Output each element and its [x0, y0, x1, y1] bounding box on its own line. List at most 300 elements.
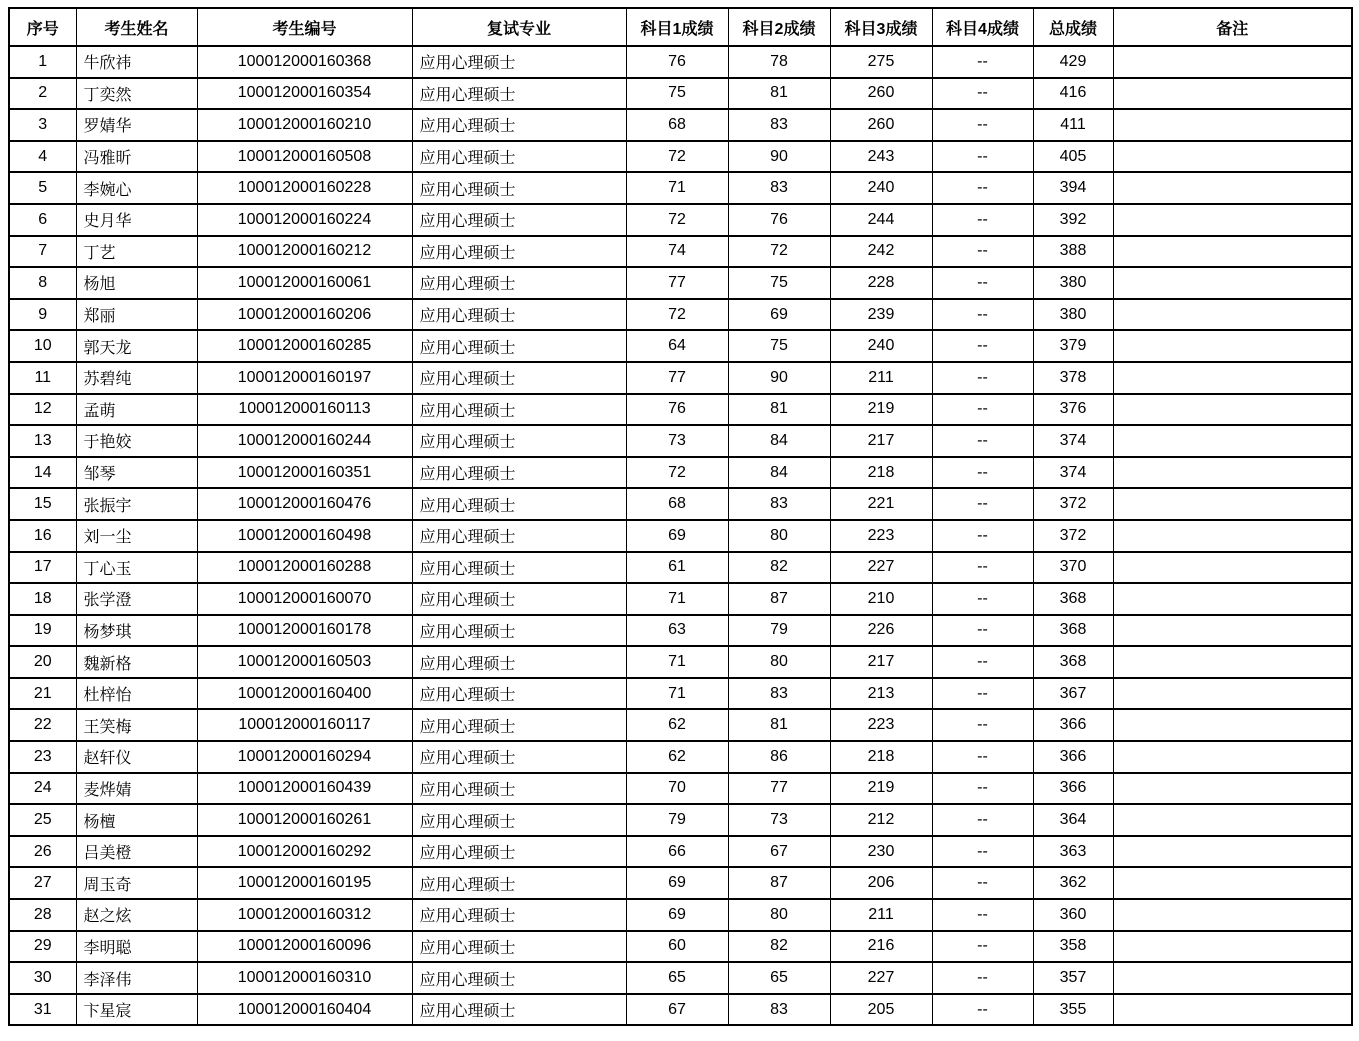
remark — [1113, 236, 1352, 268]
subject1-score: 77 — [626, 362, 728, 394]
subject3-score: 217 — [830, 425, 932, 457]
subject3-score: 223 — [830, 709, 932, 741]
total-score: 364 — [1033, 804, 1113, 836]
subject2-score: 82 — [728, 931, 830, 963]
subject3-score: 260 — [830, 109, 932, 141]
subject4-score: -- — [932, 267, 1033, 299]
interview-major: 应用心理硕士 — [412, 78, 626, 110]
subject2-score: 76 — [728, 204, 830, 236]
subject3-score: 242 — [830, 236, 932, 268]
row-number: 14 — [9, 457, 76, 489]
row-number: 16 — [9, 520, 76, 552]
table-row — [9, 773, 1352, 805]
candidate-id: 100012000160197 — [197, 362, 412, 394]
table-row — [9, 425, 1352, 457]
row-number: 27 — [9, 867, 76, 899]
remark — [1113, 299, 1352, 331]
subject1-score: 77 — [626, 267, 728, 299]
subject1-score: 62 — [626, 709, 728, 741]
table-row — [9, 899, 1352, 931]
subject4-score: -- — [932, 994, 1033, 1026]
table-row — [9, 362, 1352, 394]
table-row — [9, 962, 1352, 994]
row-number: 17 — [9, 552, 76, 584]
subject3-score: 227 — [830, 552, 932, 584]
row-number: 12 — [9, 394, 76, 426]
subject2-score: 87 — [728, 867, 830, 899]
interview-major: 应用心理硕士 — [412, 773, 626, 805]
interview-major: 应用心理硕士 — [412, 330, 626, 362]
subject3-score: 228 — [830, 267, 932, 299]
table-row — [9, 583, 1352, 615]
candidate-name: 罗婧华 — [76, 109, 197, 141]
subject2-score: 77 — [728, 773, 830, 805]
row-number: 26 — [9, 836, 76, 868]
table-row — [9, 330, 1352, 362]
table-row — [9, 78, 1352, 110]
subject2-score: 79 — [728, 615, 830, 647]
candidate-id: 100012000160244 — [197, 425, 412, 457]
subject3-score: 221 — [830, 488, 932, 520]
candidate-id: 100012000160476 — [197, 488, 412, 520]
subject1-score: 68 — [626, 488, 728, 520]
subject4-score: -- — [932, 488, 1033, 520]
subject1-score: 72 — [626, 299, 728, 331]
table-row — [9, 709, 1352, 741]
interview-major: 应用心理硕士 — [412, 962, 626, 994]
subject1-score: 60 — [626, 931, 728, 963]
row-number: 25 — [9, 804, 76, 836]
table-row — [9, 552, 1352, 584]
table-row — [9, 46, 1352, 78]
subject4-score: -- — [932, 362, 1033, 394]
candidate-name: 于艳姣 — [76, 425, 197, 457]
subject4-score: -- — [932, 109, 1033, 141]
subject4-score: -- — [932, 520, 1033, 552]
total-score: 368 — [1033, 646, 1113, 678]
subject1-score: 64 — [626, 330, 728, 362]
row-number: 21 — [9, 678, 76, 710]
table-row — [9, 836, 1352, 868]
header-subject1-score: 科目1成绩 — [626, 8, 728, 46]
candidate-id: 100012000160404 — [197, 994, 412, 1026]
interview-major: 应用心理硕士 — [412, 678, 626, 710]
subject3-score: 227 — [830, 962, 932, 994]
subject1-score: 68 — [626, 109, 728, 141]
row-number: 5 — [9, 172, 76, 204]
total-score: 411 — [1033, 109, 1113, 141]
subject2-score: 69 — [728, 299, 830, 331]
subject2-score: 81 — [728, 394, 830, 426]
subject3-score: 205 — [830, 994, 932, 1026]
subject4-score: -- — [932, 425, 1033, 457]
subject4-score: -- — [932, 709, 1033, 741]
subject4-score: -- — [932, 46, 1033, 78]
row-number: 30 — [9, 962, 76, 994]
subject4-score: -- — [932, 299, 1033, 331]
table-row — [9, 172, 1352, 204]
total-score: 374 — [1033, 425, 1113, 457]
candidate-id: 100012000160070 — [197, 583, 412, 615]
subject4-score: -- — [932, 457, 1033, 489]
candidate-id: 100012000160212 — [197, 236, 412, 268]
remark — [1113, 141, 1352, 173]
candidate-id: 100012000160206 — [197, 299, 412, 331]
remark — [1113, 773, 1352, 805]
subject4-score: -- — [932, 931, 1033, 963]
subject3-score: 219 — [830, 773, 932, 805]
interview-major: 应用心理硕士 — [412, 488, 626, 520]
interview-major: 应用心理硕士 — [412, 646, 626, 678]
subject2-score: 78 — [728, 46, 830, 78]
subject2-score: 83 — [728, 172, 830, 204]
subject4-score: -- — [932, 394, 1033, 426]
interview-major: 应用心理硕士 — [412, 836, 626, 868]
interview-major: 应用心理硕士 — [412, 204, 626, 236]
interview-major: 应用心理硕士 — [412, 425, 626, 457]
subject2-score: 86 — [728, 741, 830, 773]
total-score: 368 — [1033, 615, 1113, 647]
interview-major: 应用心理硕士 — [412, 899, 626, 931]
subject3-score: 219 — [830, 394, 932, 426]
subject1-score: 71 — [626, 646, 728, 678]
candidate-id: 100012000160351 — [197, 457, 412, 489]
subject1-score: 72 — [626, 204, 728, 236]
candidate-id: 100012000160439 — [197, 773, 412, 805]
subject2-score: 80 — [728, 899, 830, 931]
candidate-name: 孟萌 — [76, 394, 197, 426]
remark — [1113, 615, 1352, 647]
row-number: 4 — [9, 141, 76, 173]
row-number: 7 — [9, 236, 76, 268]
subject3-score: 211 — [830, 899, 932, 931]
subject1-score: 71 — [626, 583, 728, 615]
subject2-score: 73 — [728, 804, 830, 836]
table-row — [9, 646, 1352, 678]
subject3-score: 218 — [830, 741, 932, 773]
candidate-id: 100012000160096 — [197, 931, 412, 963]
total-score: 358 — [1033, 931, 1113, 963]
total-score: 379 — [1033, 330, 1113, 362]
results-table-body — [9, 46, 1352, 1025]
candidate-id: 100012000160400 — [197, 678, 412, 710]
candidate-name: 冯雅昕 — [76, 141, 197, 173]
total-score: 370 — [1033, 552, 1113, 584]
subject3-score: 213 — [830, 678, 932, 710]
subject2-score: 83 — [728, 488, 830, 520]
subject4-score: -- — [932, 141, 1033, 173]
total-score: 405 — [1033, 141, 1113, 173]
total-score: 362 — [1033, 867, 1113, 899]
row-number: 24 — [9, 773, 76, 805]
interview-major: 应用心理硕士 — [412, 867, 626, 899]
candidate-id: 100012000160210 — [197, 109, 412, 141]
subject4-score: -- — [932, 741, 1033, 773]
candidate-name: 杨檀 — [76, 804, 197, 836]
interview-major: 应用心理硕士 — [412, 109, 626, 141]
row-number: 23 — [9, 741, 76, 773]
candidate-name: 张振宇 — [76, 488, 197, 520]
table-row — [9, 236, 1352, 268]
total-score: 380 — [1033, 267, 1113, 299]
subject1-score: 69 — [626, 520, 728, 552]
interview-major: 应用心理硕士 — [412, 394, 626, 426]
subject1-score: 76 — [626, 46, 728, 78]
total-score: 366 — [1033, 709, 1113, 741]
candidate-name: 邹琴 — [76, 457, 197, 489]
subject4-score: -- — [932, 867, 1033, 899]
total-score: 360 — [1033, 899, 1113, 931]
row-number: 2 — [9, 78, 76, 110]
total-score: 367 — [1033, 678, 1113, 710]
remark — [1113, 709, 1352, 741]
candidate-name: 赵之炫 — [76, 899, 197, 931]
candidate-name: 丁艺 — [76, 236, 197, 268]
remark — [1113, 204, 1352, 236]
subject3-score: 223 — [830, 520, 932, 552]
subject4-score: -- — [932, 552, 1033, 584]
interview-major: 应用心理硕士 — [412, 931, 626, 963]
total-score: 368 — [1033, 583, 1113, 615]
header-total-score: 总成绩 — [1033, 8, 1113, 46]
table-row — [9, 615, 1352, 647]
subject1-score: 71 — [626, 172, 728, 204]
subject3-score: 210 — [830, 583, 932, 615]
total-score: 392 — [1033, 204, 1113, 236]
subject4-score: -- — [932, 646, 1033, 678]
subject1-score: 61 — [626, 552, 728, 584]
candidate-name: 郭天龙 — [76, 330, 197, 362]
subject2-score: 65 — [728, 962, 830, 994]
remark — [1113, 394, 1352, 426]
candidate-name: 吕美橙 — [76, 836, 197, 868]
header-candidate-name: 考生姓名 — [76, 8, 197, 46]
subject4-score: -- — [932, 236, 1033, 268]
row-number: 11 — [9, 362, 76, 394]
subject4-score: -- — [932, 172, 1033, 204]
interview-major: 应用心理硕士 — [412, 709, 626, 741]
candidate-id: 100012000160288 — [197, 552, 412, 584]
subject1-score: 76 — [626, 394, 728, 426]
candidate-name: 周玉奇 — [76, 867, 197, 899]
remark — [1113, 836, 1352, 868]
table-row — [9, 204, 1352, 236]
subject1-score: 75 — [626, 78, 728, 110]
remark — [1113, 46, 1352, 78]
interview-major: 应用心理硕士 — [412, 583, 626, 615]
subject3-score: 240 — [830, 330, 932, 362]
subject3-score: 218 — [830, 457, 932, 489]
total-score: 355 — [1033, 994, 1113, 1026]
subject3-score: 212 — [830, 804, 932, 836]
subject1-score: 73 — [626, 425, 728, 457]
subject3-score: 217 — [830, 646, 932, 678]
interview-major: 应用心理硕士 — [412, 994, 626, 1026]
subject3-score: 243 — [830, 141, 932, 173]
candidate-id: 100012000160117 — [197, 709, 412, 741]
subject2-score: 82 — [728, 552, 830, 584]
candidate-name: 丁心玉 — [76, 552, 197, 584]
table-row — [9, 931, 1352, 963]
subject1-score: 74 — [626, 236, 728, 268]
interview-major: 应用心理硕士 — [412, 520, 626, 552]
subject3-score: 230 — [830, 836, 932, 868]
interview-major: 应用心理硕士 — [412, 267, 626, 299]
subject2-score: 81 — [728, 78, 830, 110]
candidate-name: 李婉心 — [76, 172, 197, 204]
interview-major: 应用心理硕士 — [412, 615, 626, 647]
total-score: 357 — [1033, 962, 1113, 994]
header-subject3-score: 科目3成绩 — [830, 8, 932, 46]
subject2-score: 90 — [728, 362, 830, 394]
candidate-name: 李明聪 — [76, 931, 197, 963]
table-row — [9, 299, 1352, 331]
subject3-score: 244 — [830, 204, 932, 236]
subject4-score: -- — [932, 330, 1033, 362]
candidate-name: 牛欣祎 — [76, 46, 197, 78]
remark — [1113, 867, 1352, 899]
table-row — [9, 457, 1352, 489]
remark — [1113, 804, 1352, 836]
candidate-name: 丁奕然 — [76, 78, 197, 110]
remark — [1113, 552, 1352, 584]
candidate-name: 杨旭 — [76, 267, 197, 299]
subject4-score: -- — [932, 899, 1033, 931]
candidate-id: 100012000160503 — [197, 646, 412, 678]
total-score: 416 — [1033, 78, 1113, 110]
row-number: 18 — [9, 583, 76, 615]
candidate-id: 100012000160261 — [197, 804, 412, 836]
total-score: 363 — [1033, 836, 1113, 868]
candidate-name: 麦烨婧 — [76, 773, 197, 805]
row-number: 13 — [9, 425, 76, 457]
table-row — [9, 488, 1352, 520]
subject4-score: -- — [932, 678, 1033, 710]
candidate-name: 郑丽 — [76, 299, 197, 331]
subject3-score: 239 — [830, 299, 932, 331]
total-score: 376 — [1033, 394, 1113, 426]
row-number: 22 — [9, 709, 76, 741]
interview-major: 应用心理硕士 — [412, 552, 626, 584]
remark — [1113, 994, 1352, 1026]
remark — [1113, 362, 1352, 394]
remark — [1113, 931, 1352, 963]
total-score: 378 — [1033, 362, 1113, 394]
remark — [1113, 267, 1352, 299]
subject1-score: 65 — [626, 962, 728, 994]
header-row-number: 序号 — [9, 8, 76, 46]
row-number: 10 — [9, 330, 76, 362]
candidate-id: 100012000160294 — [197, 741, 412, 773]
candidate-id: 100012000160195 — [197, 867, 412, 899]
subject2-score: 84 — [728, 425, 830, 457]
subject4-score: -- — [932, 78, 1033, 110]
subject4-score: -- — [932, 836, 1033, 868]
subject2-score: 75 — [728, 267, 830, 299]
row-number: 15 — [9, 488, 76, 520]
total-score: 380 — [1033, 299, 1113, 331]
row-number: 1 — [9, 46, 76, 78]
candidate-name: 杜梓怡 — [76, 678, 197, 710]
table-row — [9, 141, 1352, 173]
table-row — [9, 267, 1352, 299]
candidate-id: 100012000160113 — [197, 394, 412, 426]
table-row — [9, 741, 1352, 773]
total-score: 372 — [1033, 520, 1113, 552]
row-number: 31 — [9, 994, 76, 1026]
remark — [1113, 78, 1352, 110]
exam-results-table — [8, 7, 1353, 1026]
subject2-score: 75 — [728, 330, 830, 362]
subject3-score: 260 — [830, 78, 932, 110]
interview-major: 应用心理硕士 — [412, 172, 626, 204]
header-candidate-id: 考生编号 — [197, 8, 412, 46]
remark — [1113, 109, 1352, 141]
interview-major: 应用心理硕士 — [412, 141, 626, 173]
remark — [1113, 583, 1352, 615]
row-number: 9 — [9, 299, 76, 331]
interview-major: 应用心理硕士 — [412, 299, 626, 331]
candidate-id: 100012000160285 — [197, 330, 412, 362]
candidate-name: 张学澄 — [76, 583, 197, 615]
total-score: 374 — [1033, 457, 1113, 489]
interview-major: 应用心理硕士 — [412, 741, 626, 773]
subject1-score: 67 — [626, 994, 728, 1026]
subject2-score: 67 — [728, 836, 830, 868]
subject2-score: 84 — [728, 457, 830, 489]
candidate-id: 100012000160354 — [197, 78, 412, 110]
subject1-score: 72 — [626, 141, 728, 173]
row-number: 19 — [9, 615, 76, 647]
table-row — [9, 109, 1352, 141]
remark — [1113, 962, 1352, 994]
candidate-id: 100012000160312 — [197, 899, 412, 931]
total-score: 429 — [1033, 46, 1113, 78]
table-row — [9, 678, 1352, 710]
subject2-score: 83 — [728, 678, 830, 710]
remark — [1113, 520, 1352, 552]
interview-major: 应用心理硕士 — [412, 804, 626, 836]
row-number: 29 — [9, 931, 76, 963]
candidate-name: 魏新格 — [76, 646, 197, 678]
table-row — [9, 994, 1352, 1026]
subject1-score: 62 — [626, 741, 728, 773]
subject4-score: -- — [932, 962, 1033, 994]
remark — [1113, 425, 1352, 457]
subject1-score: 72 — [626, 457, 728, 489]
remark — [1113, 457, 1352, 489]
total-score: 394 — [1033, 172, 1113, 204]
subject2-score: 83 — [728, 994, 830, 1026]
candidate-name: 杨梦琪 — [76, 615, 197, 647]
remark — [1113, 488, 1352, 520]
candidate-id: 100012000160228 — [197, 172, 412, 204]
candidate-id: 100012000160061 — [197, 267, 412, 299]
subject3-score: 216 — [830, 931, 932, 963]
candidate-id: 100012000160178 — [197, 615, 412, 647]
candidate-name: 苏碧纯 — [76, 362, 197, 394]
remark — [1113, 646, 1352, 678]
candidate-name: 卞星宸 — [76, 994, 197, 1026]
header-row — [9, 8, 1352, 46]
remark — [1113, 678, 1352, 710]
candidate-name: 刘一尘 — [76, 520, 197, 552]
subject2-score: 80 — [728, 646, 830, 678]
interview-major: 应用心理硕士 — [412, 236, 626, 268]
subject2-score: 90 — [728, 141, 830, 173]
subject1-score: 69 — [626, 867, 728, 899]
table-row — [9, 867, 1352, 899]
